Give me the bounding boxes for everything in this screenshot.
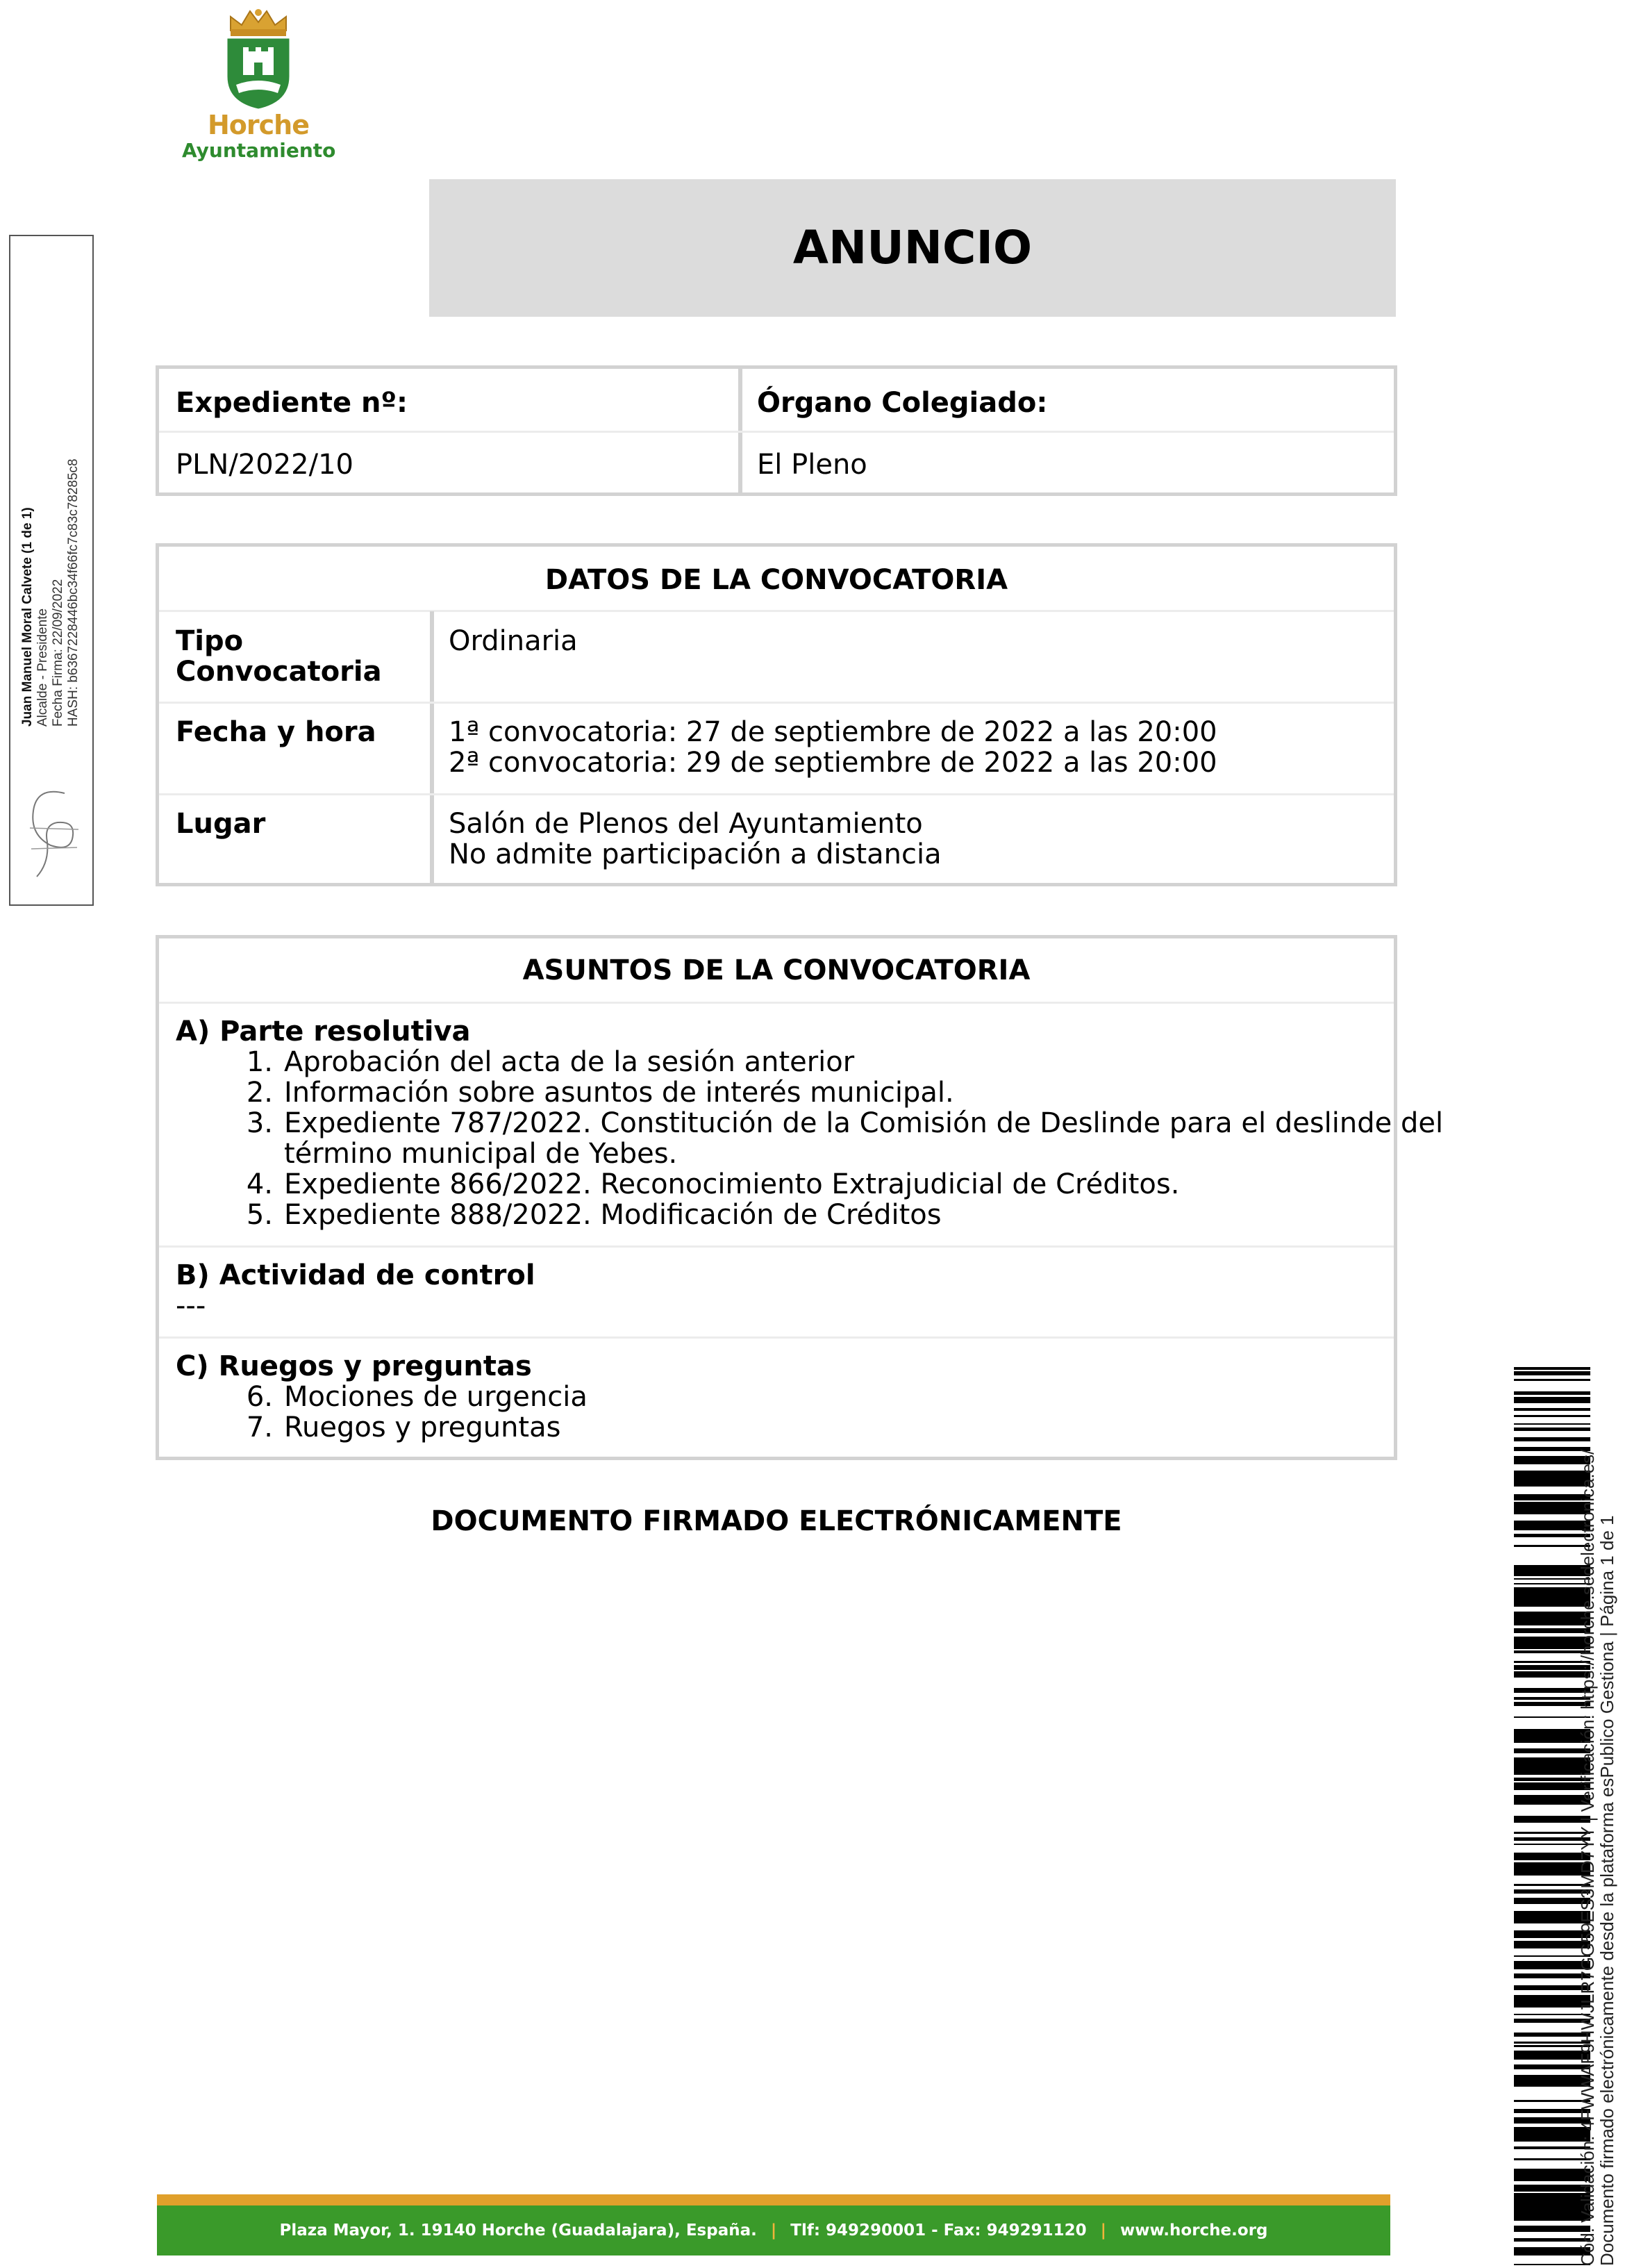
organo-label: Órgano Colegiado: <box>757 387 1048 419</box>
asuntos-heading: ASUNTOS DE LA CONVOCATORIA <box>522 954 1031 986</box>
footer-separator: | <box>770 2221 777 2240</box>
signature-date: Fecha Firma: 22/09/2022 <box>51 579 65 727</box>
logo-name: Horche <box>208 110 309 140</box>
horche-logo <box>182 7 335 160</box>
validation-code: Cód. Validación: 4FWWAF9HWJLR7GG59ES3MD7YY | Verificación: https://horche.sedelectronica.es/ <box>1577 1449 1598 2266</box>
lugar-value-2: No admite participación a distancia <box>449 838 942 870</box>
signature-strip <box>9 235 94 906</box>
tipo-label-1: Tipo <box>176 625 244 657</box>
tipo-label-2: Convocatoria <box>176 656 382 688</box>
expediente-label: Expediente nº: <box>176 387 408 419</box>
coat-of-arms-icon <box>211 7 306 111</box>
signature-hash: HASH: b6367228446bc34f66fc7c83c78285c8 <box>66 458 81 727</box>
datos-table <box>156 543 1397 886</box>
footer-address: Plaza Mayor, 1. 19140 Horche (Guadalajara), España. <box>279 2221 757 2240</box>
expediente-table <box>156 365 1397 496</box>
fecha-value-2: 2ª convocatoria: 29 de septiembre de 2022 a las 20:00 <box>449 747 1217 779</box>
fecha-value-1: 1ª convocatoria: 27 de septiembre de 2022 a las 20:00 <box>449 716 1217 748</box>
page-title: ANUNCIO <box>792 221 1033 274</box>
footer-web[interactable]: www.horche.org <box>1120 2221 1268 2240</box>
title-banner <box>429 179 1396 317</box>
handwritten-signature-icon <box>23 779 85 884</box>
ruegos-title: C) Ruegos y preguntas <box>176 1350 532 1382</box>
expediente-value: PLN/2022/10 <box>176 449 353 481</box>
footer-stripe <box>157 2194 1390 2205</box>
asuntos-table: ASUNTOS DE LA CONVOCATORIA A) Parte resolutiva 1. Aprobación del acta de la sesión anterior 2. Información sobre asuntos de interés municipal. 3. Expediente 787/2022. Constitución de la Comisión de Deslinde para el deslinde del término municipal de Yebes. 4. Expediente 866/2022. Reconocimiento Extrajudicial de Créditos. 5. Expediente 888/2022. Modificación de Créditos B) Actividad de control --- C) Ruegos y preguntas 6. Mociones de urgencia 7. Ruegos y preguntas <box>156 935 1397 1460</box>
validation-platform: Documento firmado electrónicamente desde la plataforma esPublico Gestiona | Página 1 de 1 <box>1597 1515 1617 2266</box>
footer-text <box>157 2205 1390 2255</box>
datos-heading: DATOS DE LA CONVOCATORIA <box>544 564 1008 596</box>
signed-notice: DOCUMENTO FIRMADO ELECTRÓNICAMENTE <box>431 1505 1122 1537</box>
fecha-label: Fecha y hora <box>176 716 376 748</box>
logo-subtitle: Ayuntamiento <box>182 139 336 162</box>
actividad-control-title: B) Actividad de control <box>176 1259 535 1291</box>
lugar-value-1: Salón de Plenos del Ayuntamiento <box>449 808 923 840</box>
footer-phone: Tlf: 949290001 - Fax: 949291120 <box>790 2221 1087 2240</box>
actividad-control-text: --- <box>176 1290 206 1322</box>
lugar-label: Lugar <box>176 808 266 840</box>
footer-separator: | <box>1100 2221 1107 2240</box>
signer-name: Juan Manuel Moral Calvete (1 de 1) <box>20 507 35 727</box>
parte-resolutiva-title: A) Parte resolutiva <box>176 1016 471 1048</box>
organo-value: El Pleno <box>757 449 867 481</box>
signer-role: Alcalde - Presidente <box>35 608 50 727</box>
footer <box>157 2205 1390 2255</box>
tipo-value: Ordinaria <box>449 625 578 657</box>
